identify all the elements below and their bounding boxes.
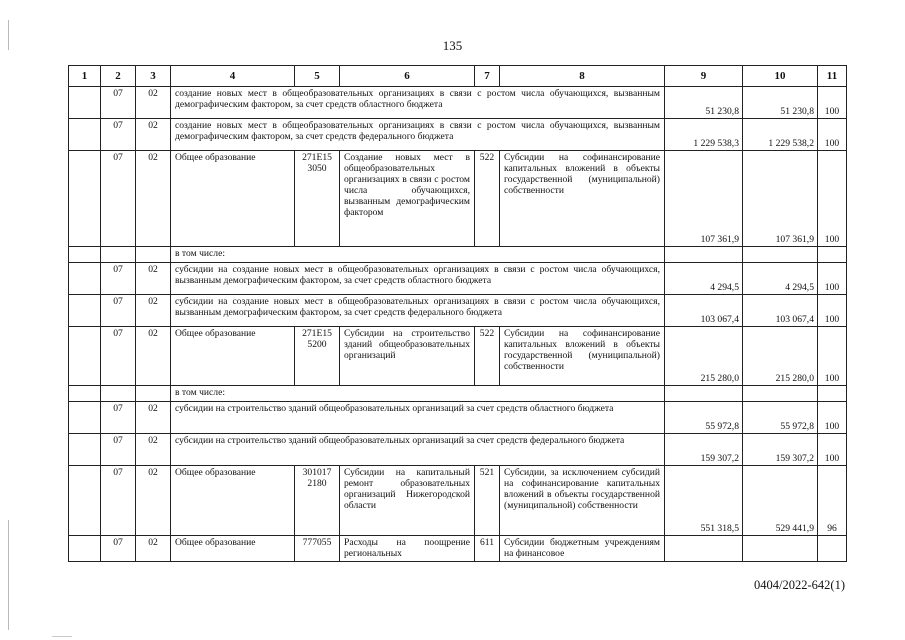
planned-amount: 51 230,8 xyxy=(665,87,743,119)
expense-type-name: Субсидии бюджетным учреждениям на финансовое xyxy=(500,536,665,562)
section-code: 07 xyxy=(101,327,136,386)
empty-cell xyxy=(69,402,101,434)
subsection-code: 02 xyxy=(136,402,171,434)
execution-percent: 100 xyxy=(818,87,847,119)
subsection-code: 02 xyxy=(136,327,171,386)
table-row xyxy=(69,151,847,247)
execution-percent: 100 xyxy=(818,434,847,466)
article-name: Субсидии на капитальный ремонт образовательных организаций Нижегородской области xyxy=(340,466,475,536)
execution-percent: 100 xyxy=(818,295,847,327)
planned-amount: 103 067,4 xyxy=(665,295,743,327)
table-row xyxy=(69,119,847,151)
subsection-code: 02 xyxy=(136,466,171,536)
empty-cell xyxy=(665,386,743,402)
empty-cell xyxy=(69,263,101,295)
target-article-code: 301017 2180 xyxy=(295,466,340,536)
expense-type-name: Субсидии, за исключением субсидий на софинансирование капитальных вложений в объекты государственной (муниципальной) собственности xyxy=(500,466,665,536)
execution-percent: 100 xyxy=(818,263,847,295)
table-row xyxy=(69,402,847,434)
target-article-code: 777055 xyxy=(295,536,340,562)
empty-cell xyxy=(69,434,101,466)
article-name: Создание новых мест в общеобразовательных организациях в связи с ростом числа обучающихся, вызванным демографическим фактором xyxy=(340,151,475,247)
row-description: субсидии на строительство зданий общеобразовательных организаций за счет средств федерального бюджета xyxy=(171,434,665,466)
empty-cell xyxy=(69,151,101,247)
empty-cell xyxy=(69,87,101,119)
table-body xyxy=(69,87,847,562)
column-header: 1 xyxy=(69,66,101,87)
row-description: субсидии на создание новых мест в общеобразовательных организациях в связи с ростом числа обучающихся, вызванным демографическим фактором, за счет средств областного бюджета xyxy=(171,263,665,295)
table-row xyxy=(69,263,847,295)
execution-percent xyxy=(818,536,847,562)
executed-amount xyxy=(743,536,818,562)
table-row xyxy=(69,295,847,327)
subsection-code: 02 xyxy=(136,119,171,151)
section-name: Общее образование xyxy=(171,151,295,247)
empty-cell xyxy=(69,536,101,562)
execution-percent: 100 xyxy=(818,119,847,151)
section-code: 07 xyxy=(101,87,136,119)
column-header: 9 xyxy=(665,66,743,87)
expense-type-code: 522 xyxy=(475,327,500,386)
empty-cell xyxy=(818,386,847,402)
empty-cell xyxy=(665,247,743,263)
subsection-code: 02 xyxy=(136,434,171,466)
section-code: 07 xyxy=(101,536,136,562)
page-number: 135 xyxy=(442,38,463,53)
expense-type-name: Субсидии на софинансирование капитальных вложений в объекты государственной (муниципальной) собственности xyxy=(500,151,665,247)
section-code: 07 xyxy=(101,434,136,466)
column-header: 11 xyxy=(818,66,847,87)
scan-artifact xyxy=(52,636,72,637)
executed-amount: 107 361,9 xyxy=(743,151,818,247)
column-header: 5 xyxy=(295,66,340,87)
expense-type-name: Субсидии на софинансирование капитальных вложений в объекты государственной (муниципальной) собственности xyxy=(500,327,665,386)
empty-cell xyxy=(69,327,101,386)
table-row xyxy=(69,247,847,263)
empty-cell xyxy=(69,386,101,402)
expense-type-code: 611 xyxy=(475,536,500,562)
executed-amount: 103 067,4 xyxy=(743,295,818,327)
table-row xyxy=(69,386,847,402)
planned-amount: 1 229 538,3 xyxy=(665,119,743,151)
planned-amount: 4 294,5 xyxy=(665,263,743,295)
execution-percent: 100 xyxy=(818,402,847,434)
subtotal-label: в том числе: xyxy=(171,247,665,263)
section-code: 07 xyxy=(101,295,136,327)
table-row xyxy=(69,327,847,386)
section-name: Общее образование xyxy=(171,536,295,562)
row-description: субсидии на строительство зданий общеобразовательных организаций за счет средств областного бюджета xyxy=(171,402,665,434)
article-name: Расходы на поощрение региональных xyxy=(340,536,475,562)
column-header: 4 xyxy=(171,66,295,87)
subsection-code: 02 xyxy=(136,87,171,119)
execution-percent: 96 xyxy=(818,466,847,536)
row-description: субсидии на создание новых мест в общеобразовательных организациях в связи с ростом числа обучающихся, вызванным демографическим фактором, за счет средств федерального бюджета xyxy=(171,295,665,327)
subsection-code: 02 xyxy=(136,536,171,562)
table-row xyxy=(69,434,847,466)
header-row xyxy=(69,66,847,87)
executed-amount: 1 229 538,2 xyxy=(743,119,818,151)
scan-edge-mark xyxy=(8,520,9,630)
subsection-code: 02 xyxy=(136,295,171,327)
planned-amount: 215 280,0 xyxy=(665,327,743,386)
planned-amount: 55 972,8 xyxy=(665,402,743,434)
planned-amount xyxy=(665,536,743,562)
section-code: 07 xyxy=(101,466,136,536)
column-header: 6 xyxy=(340,66,475,87)
subtotal-label: в том числе: xyxy=(171,386,665,402)
column-header: 8 xyxy=(500,66,665,87)
subsection-code: 02 xyxy=(136,263,171,295)
section-code: 07 xyxy=(101,402,136,434)
executed-amount: 529 441,9 xyxy=(743,466,818,536)
row-description: создание новых мест в общеобразовательных организациях в связи с ростом числа обучающихся, вызванным демографическим фактором, за счет средств областного бюджета xyxy=(171,87,665,119)
execution-percent: 100 xyxy=(818,327,847,386)
planned-amount: 159 307,2 xyxy=(665,434,743,466)
column-header: 7 xyxy=(475,66,500,87)
target-article-code: 271E15 3050 xyxy=(295,151,340,247)
empty-cell xyxy=(136,386,171,402)
table-row xyxy=(69,87,847,119)
article-name: Субсидии на строительство зданий общеобразовательных организаций xyxy=(340,327,475,386)
empty-cell xyxy=(136,247,171,263)
executed-amount: 4 294,5 xyxy=(743,263,818,295)
table-row xyxy=(69,536,847,562)
executed-amount: 51 230,8 xyxy=(743,87,818,119)
column-header: 2 xyxy=(101,66,136,87)
row-description: создание новых мест в общеобразовательных организациях в связи с ростом числа обучающихся, вызванным демографическим фактором, за счет средств федерального бюджета xyxy=(171,119,665,151)
empty-cell xyxy=(743,386,818,402)
section-code: 07 xyxy=(101,151,136,247)
empty-cell xyxy=(101,247,136,263)
column-header: 10 xyxy=(743,66,818,87)
empty-cell xyxy=(69,247,101,263)
expense-type-code: 521 xyxy=(475,466,500,536)
table-row xyxy=(69,466,847,536)
execution-percent: 100 xyxy=(818,151,847,247)
empty-cell xyxy=(101,386,136,402)
empty-cell xyxy=(818,247,847,263)
planned-amount: 551 318,5 xyxy=(665,466,743,536)
expense-type-code: 522 xyxy=(475,151,500,247)
empty-cell xyxy=(69,119,101,151)
planned-amount: 107 361,9 xyxy=(665,151,743,247)
document-code: 0404/2022-642(1) xyxy=(754,578,845,592)
subsection-code: 02 xyxy=(136,151,171,247)
empty-cell xyxy=(69,295,101,327)
executed-amount: 159 307,2 xyxy=(743,434,818,466)
section-code: 07 xyxy=(101,119,136,151)
empty-cell xyxy=(69,466,101,536)
executed-amount: 215 280,0 xyxy=(743,327,818,386)
budget-table xyxy=(68,65,847,562)
column-header: 3 xyxy=(136,66,171,87)
section-code: 07 xyxy=(101,263,136,295)
executed-amount: 55 972,8 xyxy=(743,402,818,434)
target-article-code: 271E15 5200 xyxy=(295,327,340,386)
empty-cell xyxy=(743,247,818,263)
section-name: Общее образование xyxy=(171,327,295,386)
section-name: Общее образование xyxy=(171,466,295,536)
